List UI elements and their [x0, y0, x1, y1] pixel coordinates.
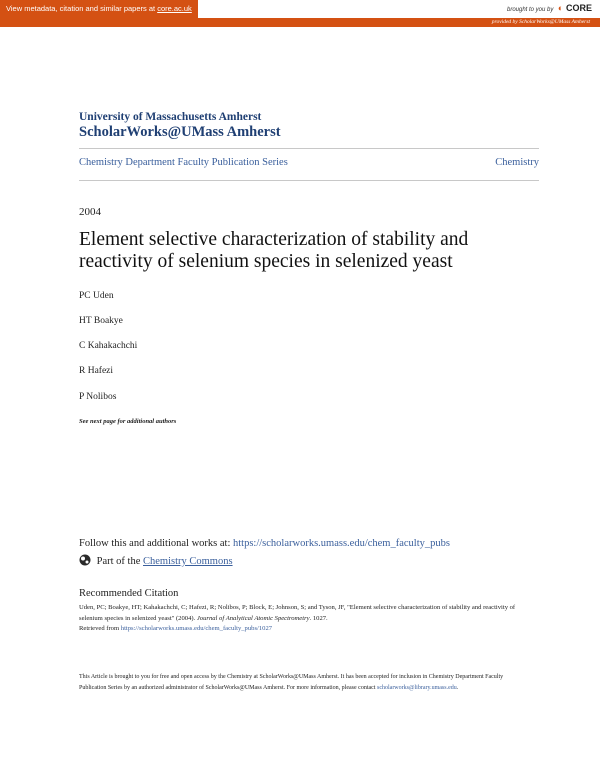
additional-authors-note: See next page for additional authors [79, 418, 177, 425]
core-link[interactable]: core.ac.uk [157, 4, 192, 13]
follow-url-link[interactable]: https://scholarworks.umass.edu/chem_faculty_pubs [233, 538, 450, 549]
divider-bottom [79, 180, 539, 181]
citation-heading: Recommended Citation [79, 588, 179, 599]
follow-label: Follow this and additional works at: [79, 538, 231, 549]
author-name: PC Uden [79, 291, 114, 301]
author-name: HT Boakye [79, 316, 123, 326]
core-brought-by [507, 3, 592, 13]
contact-email-link[interactable]: scholarworks@library.umass.edu [376, 684, 457, 691]
footer-end: . [456, 684, 459, 691]
core-provided-band [0, 18, 600, 27]
citation-body [79, 603, 519, 635]
author-name: C Kahakachchi [79, 341, 138, 351]
article-title: Element selective characterization of stability and reactivity of selenium species in selenized yeast [79, 229, 469, 272]
university-name: University of Massachusetts Amherst [79, 111, 262, 123]
core-logo-text: CORE [565, 3, 592, 13]
core-banner [0, 0, 600, 18]
author-name: P Nolibos [79, 392, 117, 402]
retrieved-label: Retrieved from [79, 625, 120, 632]
department-link[interactable]: Chemistry [495, 157, 539, 168]
core-left-text: View metadata, citation and similar papers at [6, 4, 156, 13]
footer-text: This Article is brought to you for free and open access by the Chemistry at ScholarWorks@UMass Amherst. It has been accepted for inclusion in Chemistry Department Faculty Publication Series by an authorized administrator of ScholarWorks@UMass Amherst. For more information, please contact [79, 674, 504, 691]
follow-line [79, 538, 450, 549]
divider-top [79, 148, 539, 149]
author-name: R Hafezi [79, 366, 114, 376]
part-of-label: Part of the [96, 556, 141, 567]
citation-text: Uden, PC; Boakye, HT; Kahakachchi, C; Hafezi, R; Nolibos, P; Block, E; Johnson, S; and Tyson, JF, "Element selective characterization of stability and reactivity of selenium species in selenized yeast" (2004). [79, 604, 516, 622]
publication-year: 2004 [79, 206, 101, 218]
core-view-metadata[interactable] [0, 0, 198, 18]
part-of-line [79, 554, 233, 569]
chemistry-commons-link[interactable]: Chemistry Commons [143, 556, 233, 567]
institution-header [79, 111, 281, 141]
core-logo[interactable] [558, 3, 592, 13]
commons-network-icon [79, 554, 91, 569]
footer-notice [79, 672, 519, 693]
retrieved-url-link[interactable]: https://scholarworks.umass.edu/chem_faculty_pubs/1027 [120, 625, 273, 632]
core-provided-text: provided by ScholarWorks@UMass Amherst [491, 19, 590, 25]
citation-journal: Journal of Analytical Atomic Spectrometry [196, 614, 310, 622]
repository-name[interactable]: ScholarWorks@UMass Amherst [79, 124, 281, 140]
series-link[interactable]: Chemistry Department Faculty Publication Series [79, 157, 288, 168]
core-right-text: brought to you by [506, 7, 554, 13]
core-mark-icon: ◐ [558, 3, 564, 13]
citation-number: . 1027. [309, 614, 328, 622]
